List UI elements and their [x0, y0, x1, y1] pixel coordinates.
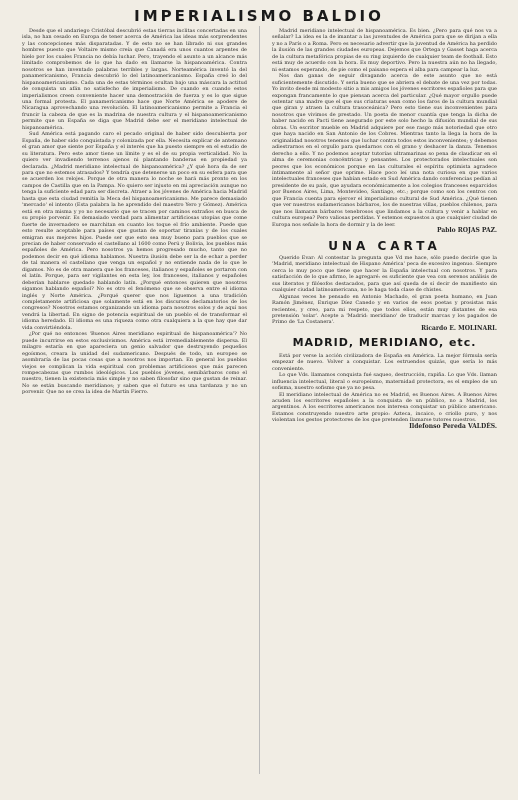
paragraph: Está por verse la acción civilizadora de España en América. La mejor fórmula sería empezar de nuevo. Volver a conquistar. Los estruendos quizás, que sería lo más conveniente.	[272, 352, 497, 372]
section-heading-madrid-meridiano: MADRID, MERIDIANO, etc.	[292, 336, 477, 350]
signature-molinari: Ricardo E. MOLINARI.	[421, 324, 497, 332]
paragraph: El meridiano intelectual de América no es Madrid, es Buenos Aires. A Buenos Aires acuden los escritores españoles a la conquista de un público, no a Madrid, los argentinos. A los escritores americanos nos interesa conquistar un público americano. Estamos construyendo nuestro arte propio: Azteca, incaico, o criollo puro, y nos violentan los gestos protectores de los que pretenden llamarse tutores nuestros.	[272, 391, 497, 424]
signature-pereda-valdes: Ildefonso Pereda VALDÉS.	[409, 422, 497, 430]
paragraph: Querido Evar: Al contestar la pregunta que Vd me hace, sólo puedo decirle que la 'Madrid, meridiano intelectual de Hispano América' peca de excesivo ingenuo. Siempre cerca lo muy poco que tiene que hacer la España intelectual con nosotros. Y para satisfacción de lo que afirmo, le agregaré: es suficiente que vea con serenos análisis de sus literatos y filósofos destacados, para que así queda de sí decir de manifiesto sin cualquier ciudad latinoamericana, no le haga toda clase de chistes.	[272, 254, 497, 294]
page-title: IMPERIALISMO BALDIO	[134, 7, 384, 25]
right-column	[272, 28, 497, 430]
paragraph: Madrid meridiano intelectual de hispanoamérica. Es bien. ¿Pero para qué nos va a señalar? La idea es la de imantar a las juventudes de América para que se dirijan a ella y no a París o a Roma. Pero es necesario advertir que la juventud de América ha perdido la ilusión de las grandes ciudades europeas. Dejemos que Ortega y Gasset haga acerca de la cultura metafórica propias de su ring izquierdo de cualquier team de football. Esto está muy de acuerdo con la hora. Es muy deportivo. Pero la nuestra aún no ha llegado, ni estamos esperando, de pie como el paisano espera el alba para campear la luz.	[272, 28, 497, 73]
paragraph: Lo que Vds. llamamos conquista fué saqueo, destrucción, rapiña. Lo que Vds. llaman influencia intelectual, literal o europeísmo, maternidad protectora, es el empleo de un sofisma, nuestro sofismo que ya no pesa.	[272, 372, 497, 392]
paragraph: Sud América está pagando caro el pecado original de haber sido descubierta por España, de haber sido conquistada y colonizada por ella. Necesita explicar de antemano el gran amor que siente por España y el interés que ha puesto siempre en el estudio de su literatura. Pero este amor tiene un límite y es el de su propia verticalidad. No la quiero ver invadiendo terrenos ajenos ni plantando banderas en propiedad ya declarada. ¿Madrid meridiano intelectual de hispanoamérica? ¿Y qué hora da de ser para que no estemos atrasados? Y tendría que detenerse un poco en su esfera para que se acuerden los relojes. Porque de otra manera lo noche se hará más pronto en los campos de Castilla que en la Pampa. No quiero ser injusto en mi apreciación aunque no tenga la suficiente edad para ser discreta. Atraer a los jóvenes de América hacia Madrid hasta que esta ciudad remitía la Meca del hispanoamericanismo. Me parece demasiado 'mercado' el intento (Esta palabra la he aprendido del maestro Yero y Gómez). América está en otra misma y yo no necesario que se tracen por caminos extraños en busca de su propio porvenir. Es demasiado verdad para alimentar artificiosas utopías que come fuerte de invernadero se marchitan en cuanto los toque el frío ambiente. Puede que esto resulte aceptable para países que gustan de soportar tiranías y de los cuales emigran sus mejores hijos. Puede ser que esto sea muy bueno para pueblos que se precian de haber conservado el castellano al 1600 como Perú y Bolivia, los pueblos más españoles de América. Pero nosotros ya hemos progresado mucho, tanto que no podemos decir en qué idioma hablamos. Nuestra ilusión debe ser la de echar a perder de tal manera el castellano que venga un español y no entiende nada de lo que le digamos. No es de otra manera que los franceses, italianos y españoles se portaron con el latín. Porque, para ser vigilantes en esta ley, los franceses, italianos y españoles deberían hablarse quedado hablando latín. ¿Porqué entonces quieren que nosotros sigamos hablando español? No es otro el fenómeno que se observa entre el idioma inglés y Norte América. ¿Porqué querer que nos liguemos a una tradición completamente artificiosa que solamente está en los discursos declamatorios de los congresos? Nosotros estamos organizando un idioma para nosotros solos y de aquí nos vendrá la libertad. En signo de potencia espiritual de un pueblo el de transformar el idioma heredado. El idioma es una riqueza como otra cualquiera a la que hay que dar vida convirtiéndola.	[22, 131, 247, 331]
paragraph: Nos dan ganas de seguir divagando acerca de este asunto que no está suficientemente discutido. Y seria bueno que se abriera el debate de una vez por todas. Yo invito desde mi modesto sitio a mis amigos los jóvenes escritores españoles para que expongan francamente lo que piensan acerca del particular. ¿Qué mayor orgullo puede ostentar una madre que el que sus criaturas sean como los faros de la cultura mundial que giran y atraen la cultura trasoceánica? Pero esto tiene sus inconvenientes para nosotros que vivimos de prestado. Un poeta de menor cuantía que tenga la dicha de haber nacido en Pacti tiene asegurado por este solo hecho la difusión mundial de sus obras. Un escritor mueble en Madrid adquiere por ese rasgo más notoriedad que otro que haya nacido en San Antonio de los Cobres. Mientras tanto la llega la hora de la originalidad nosotros tenemos que luchar contra todos estos inconvenientes; y debemos adiestrarnos en el orgullo para quedarnos con el grano y deshacer la danza. Tenemos derecho a ello. Y no podemos aceptar tutorías ultramarinas so pena de claudicar en el alma de ceremonias concéntricas y pensantes. Los protectorados intelectuales son peores que los económicos porque en las culturales el espíritu optimista agradece íntimamente al señor que oprime. Hace poco leí una nota curiosa en que varios intelectuales franceses que habían estado en Sud América dando conferencias pedían al presidente de su país, que ayudara económicamente a los colegios franceses esparcidos por Buenos Aires, Lima, Montevideo, Santiago, etc.; porque como son los centros con que Francia cuenta para ejercer el imperialismo cultural de Sud América. ¿Qué tienen que ver nuestros sudamericanos bárbaros, los de nuestras villas, pueblos chilenos, para que nos llamaran bárbaros tenebrosos que lindamos a la cultura y venir a hablar en cultura europea? Pero valiosas perdidas. Y estemos expuestos a que cualquier ciudad de Europa nos señale la hora de dormir y la de leer.	[272, 73, 497, 228]
signature-rojas-paz: Pablo ROJAS PAZ.	[436, 227, 497, 235]
left-column	[22, 28, 247, 396]
column-divider	[259, 26, 260, 774]
paragraph: Algunas veces he pensado en Antonio Machado, el gran poeta humano, en Juan Ramón Jiménez, Enrique Díez Canedo y en varios de esos poetas y prosistas más recientes, y creo, para mi respeto, que todos ellos, están muy distantes de esa pretensión 'solar'. Acepte a 'Madrid: meridiano' de traducir marcas y los pagados de Primo de 'La Costanera'.	[272, 293, 497, 326]
section-heading-una-carta: UNA CARTA	[328, 238, 441, 253]
paragraph: ¿Por qué no entonces 'Buenos Aires meridiano espiritual de hispanoamérica'? No puede incurrirse en estos exclusivismos. América está irremediablemente dispersa. El milagro estaría en que apareciera un genio salvador que destruyendo pequeños egoísmos, creara la unidad del sudamericano. Después de todo, un europeo se asombraría de las pocas cosas que a nosotros nos importan. En general los pueblos viejos se complican la vida espiritual con problemas artificiosos que más parecen rompecabezas que rumbos ideológicos. Los pueblos jóvenes, semibárbaros como el nuestro, tienen la existencia más simple y no saben filosofar sino que gustan de reinar. No se están buscando meridianos; y saben que el futuro es una tardanza y no un porvenir. Que no se crea la idea de Martín Fierro.	[22, 331, 247, 396]
paragraph: Desde que el andariego Cristóbal descubrió estas tierras ínclitas concertadas en una isla, no han cesado en Europa de tener acerca de América las ideas más sorprendentes y las concepciones más disparatadas. Y de esto no se han librado ni sus grandes hombres puesto que Voltaire mismo creía que Canadá era unos cuantos arpentes de hielo por los cuales Francia no debía luchar. Pero, trayendo el asunto a un alcance más limitado comprobemos de lo que ha dado en llamarse la hispanoamérica. Contra nosotros se han inventado palabras terribles y largas. Norteamérica inventó la del panamericanismo, Francia descubrió lo del latinoamericanismo. España creó lo del hispanoamericanismo. Cada una de estas términos ocultan bajo una máscara la actitud de conquista un afán no satisfecho de imperialismo. De cuando en cuando estos imperialismos creen conveniente hacer una demostración de fuerza y es lo que sigue una formal protesta. El panamericanismo hace que Norte América se apodere de Nicaragua aprovechando una revolución. El latinoamericanismo permite a Francia el fruncir la cabeza de que es la madrina de nuestra cultura y el hispanoamericanismo permite que un España se diga que Madrid debe ser el meridiano intelectual de hispanoamérica.	[22, 28, 247, 131]
